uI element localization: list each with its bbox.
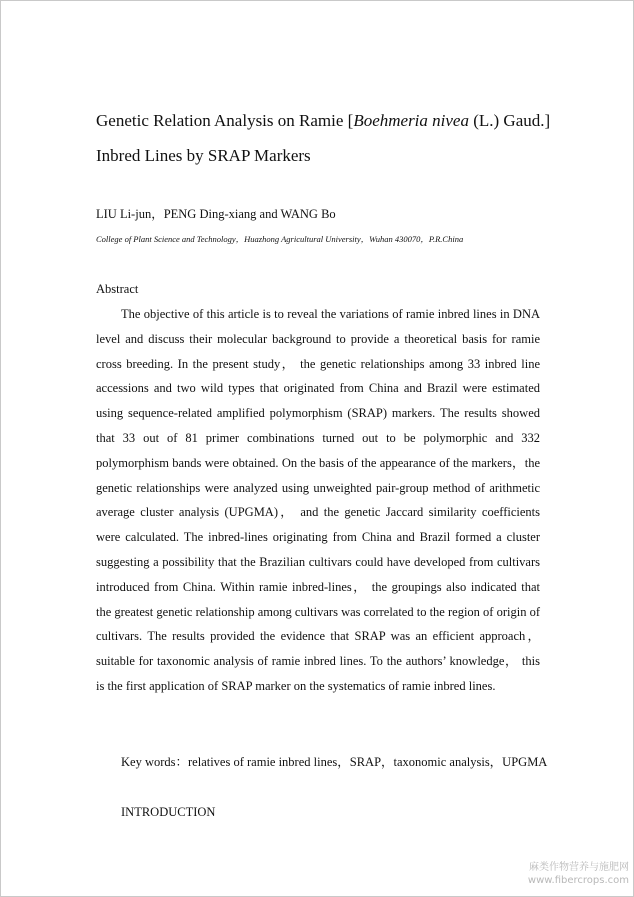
watermark [528, 861, 629, 887]
title-species-name: Boehmeria nivea [353, 111, 469, 130]
watermark-site-name: 麻类作物营养与施肥网 [529, 862, 629, 873]
introduction-heading: INTRODUCTION [121, 805, 216, 819]
keywords: Key words：relatives of ramie inbred lines，SRAP，taxonomic analysis，UPGMA [121, 755, 548, 769]
author-list: LIU Li-jun，PENG Ding-xiang and WANG Bo [96, 207, 336, 221]
abstract-body: The objective of this article is to reveal the variations of ramie inbred lines in DNA level and discuss their molecular background to provide a theoretical basis for ramie cross breeding. In the present study， the genetic relationships among 33 inbred line accessions and two wild types that originated from China and Brazil were estimated using sequence-related amplified polymorphism (SRAP) markers. The results showed that 33 out of 81 primer combinations turned out to be polymorphic and 332 polymorphism bands were obtained. On the basis of the appearance of the markers，the genetic relationships were analyzed using unweighted pair-group method of arithmetic average cluster analysis (UPGMA)， and the genetic Jaccard similarity coefficients were calculated. The inbred-lines originating from China and Brazil formed a cluster suggesting a possibility that the Brazilian cultivars could have developed from cultivars introduced from China. Within ramie inbred-lines， the groupings also indicated that the greatest genetic relationship among cultivars was correlated to the region of origin of cultivars. The results provided the evidence that SRAP was an efficient approach，suitable for taxonomic analysis of ramie inbred lines. To the authors’ knowledge， this is the first application of SRAP marker on the systematics of ramie inbred lines. [96, 307, 540, 693]
watermark-url: www.fibercrops.com [527, 875, 629, 886]
affiliation: College of Plant Science and Technology，Huazhong Agricultural University，Wuhan 430070，P.R.China [96, 234, 464, 244]
title-part-2: (L.) Gaud.] Inbred Lines by SRAP Markers [96, 111, 551, 165]
abstract-heading: Abstract [96, 282, 139, 296]
paper-title [96, 103, 566, 173]
title-part-1: Genetic Relation Analysis on Ramie [ [96, 111, 354, 130]
